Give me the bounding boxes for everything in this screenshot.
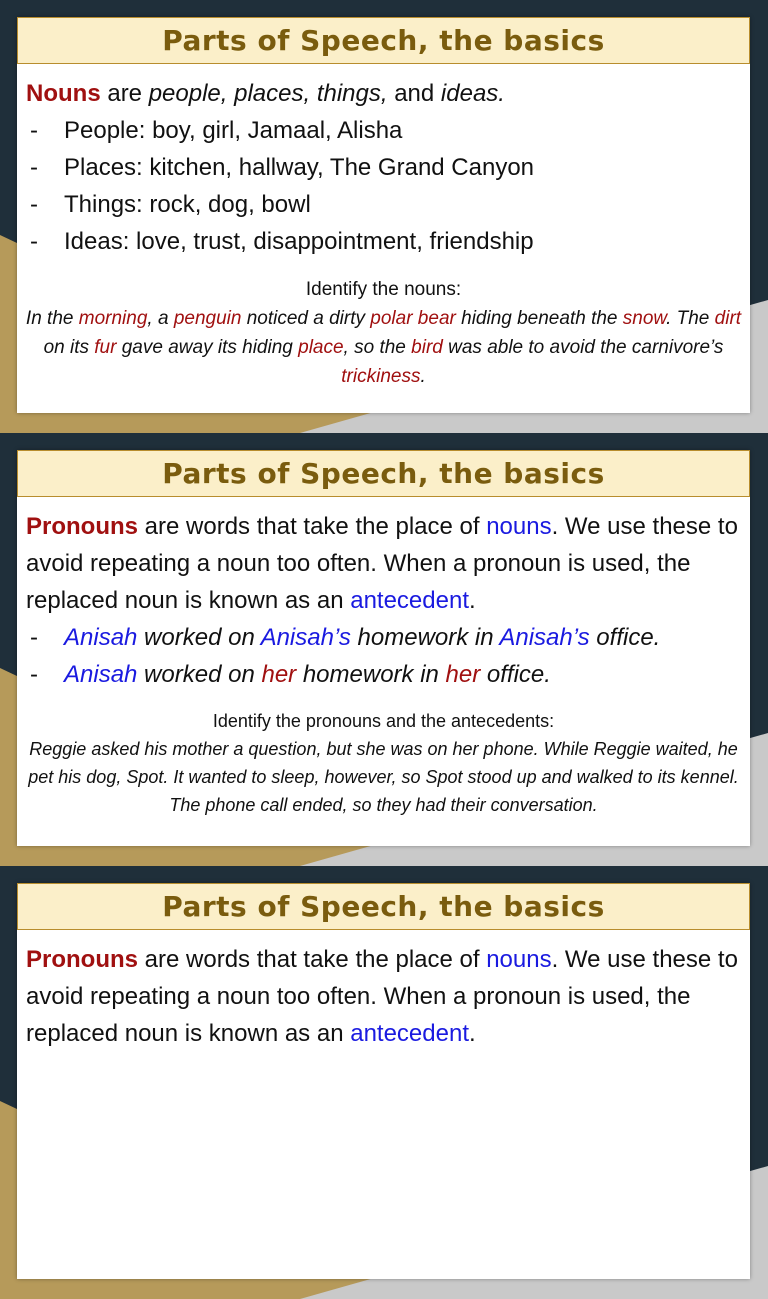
pronouns-definition [26,508,746,693]
highlighted-noun: place [298,337,344,358]
nouns-definition [26,75,746,260]
keyword-antecedent: antecedent [350,1020,469,1047]
list-item: - Things: rock, dog, bowl [26,186,746,223]
definition-paragraph: Pronouns are words that take the place of nouns. We use these to avoid repeating a noun too often. When a pronoun is used, the replaced noun is known as an antecedent. [26,513,738,614]
highlighted-noun: dirt [714,308,742,329]
highlighted-noun: fur [94,337,117,358]
dash-bullet: - [30,661,38,688]
slide-card [17,17,750,413]
highlighted-noun: polar bear [370,308,456,329]
definition-paragraph: Pronouns are words that take the place of nouns. We use these to avoid repeating a noun too often. When a pronoun is used, the replaced noun is known as an antecedent. [26,946,738,1047]
slide-title: Parts of Speech, the basics [17,17,750,64]
dash-bullet: - [30,191,38,218]
pronouns-definition [26,941,746,1052]
nouns-exercise [25,275,742,391]
dash-bullet: - [30,228,38,255]
term-pronouns: Pronouns [26,513,138,540]
keyword-nouns: nouns [486,513,552,540]
list-item: - Anisah worked on Anisah’s homework in Anisah’s office. [26,619,746,656]
term-nouns: Nouns [26,80,101,107]
keyword-nouns: nouns [486,946,552,973]
list-item: - Anisah worked on her homework in her office. [26,656,746,693]
keyword-antecedent: antecedent [350,587,469,614]
slide-pronouns-repeat [0,866,768,1299]
exercise-prompt: Identify the pronouns and the antecedents: [212,711,555,731]
dash-bullet: - [30,117,38,144]
list-item: - People: boy, girl, Jamaal, Alisha [26,112,746,149]
list-item: - Places: kitchen, hallway, The Grand Canyon [26,149,746,186]
highlighted-noun: penguin [173,308,242,329]
exercise-passage: In the morning, a penguin noticed a dirty polar bear hiding beneath the snow. The dirt on its fur gave away its hiding place, so the bird was able to avoid the carnivore’s trickiness. [25,308,742,387]
highlighted-noun: bird [411,337,443,358]
highlighted-noun: trickiness [341,366,421,387]
exercise-passage: Reggie asked his mother a question, but she was on her phone. While Reggie waited, he pet his dog, Spot. It wanted to sleep, however, so Spot stood up and walked to its kennel. The phone call ended, so they had their conversation. [28,739,739,815]
term-pronouns: Pronouns [26,946,138,973]
pronouns-exercise [25,707,742,819]
exercise-prompt: Identify the nouns: [305,279,462,300]
slide-card [17,450,750,846]
highlighted-noun: morning [78,308,148,329]
dash-bullet: - [30,154,38,181]
slide-pronouns [0,433,768,866]
slide-nouns [0,0,768,433]
slide-title: Parts of Speech, the basics [17,450,750,497]
slide-title: Parts of Speech, the basics [17,883,750,930]
list-item: - Ideas: love, trust, disappointment, friendship [26,223,746,260]
highlighted-noun: snow [622,308,667,329]
dash-bullet: - [30,624,38,651]
slide-card [17,883,750,1279]
definition-line: Nouns are people, places, things, and ideas. [26,80,505,107]
